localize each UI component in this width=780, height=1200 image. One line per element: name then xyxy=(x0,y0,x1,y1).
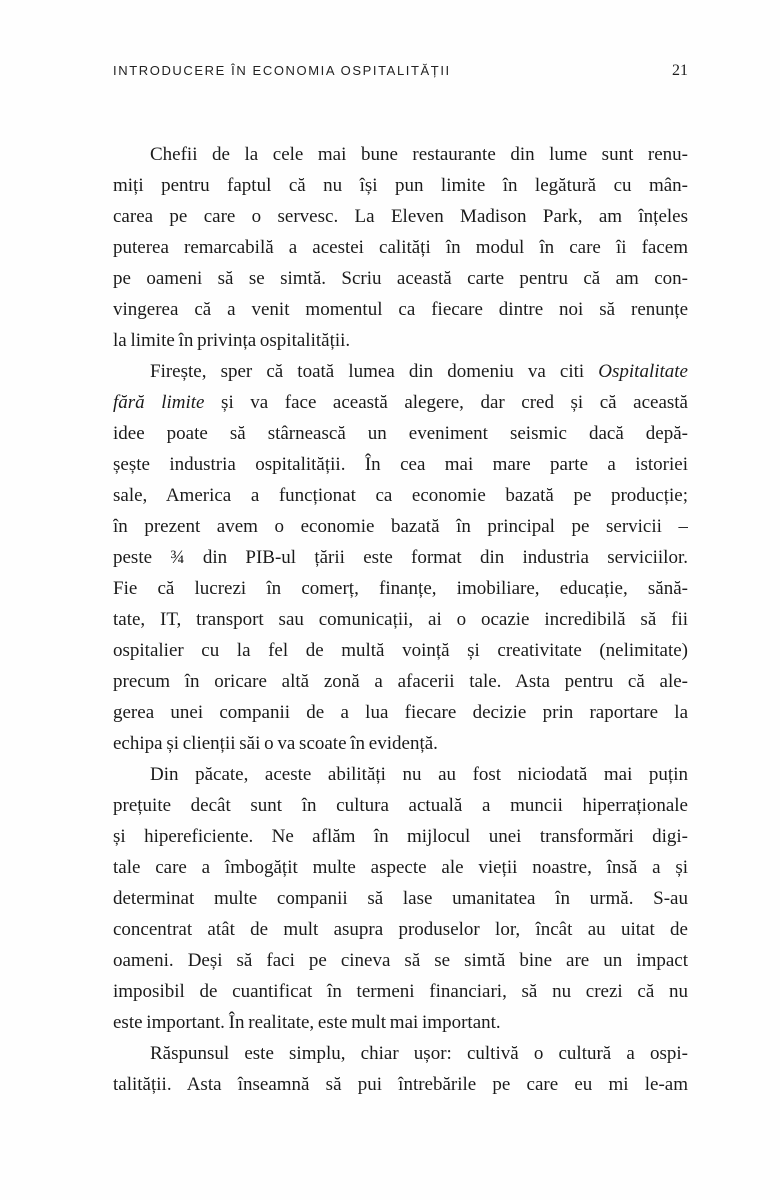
text-segment: tate, IT, transport sau comunicații, ai o ocazie incredibilă să fii xyxy=(113,609,688,630)
text-segment: la limite în privința ospitalității. xyxy=(113,330,351,351)
text-line xyxy=(113,294,688,325)
text-segment: idee poate să stârnească un eveniment seismic dacă depă- xyxy=(113,423,688,444)
text-line xyxy=(113,232,688,263)
text-line xyxy=(113,759,688,790)
text-segment: vingerea că a venit momentul ca fiecare dintre noi să renunțe xyxy=(113,299,688,320)
text-segment: talității. Asta înseamnă să pui întrebările pe care eu mi le-am xyxy=(113,1074,688,1095)
text-segment: prețuite decât sunt în cultura actuală a muncii hiperraționale xyxy=(113,795,688,816)
text-line xyxy=(113,1007,688,1038)
text-segment: pe oameni să se simtă. Scriu această carte pentru că am con- xyxy=(113,268,688,289)
text-segment: Chefii de la cele mai bune restaurante din lume sunt renu- xyxy=(150,144,688,165)
text-segment: oameni. Deși să faci pe cineva să se simtă bine are un impact xyxy=(113,950,688,971)
text-line xyxy=(113,883,688,914)
text-segment: Fie că lucrezi în comerț, finanțe, imobiliare, educație, sănă- xyxy=(113,578,688,599)
text-line xyxy=(113,790,688,821)
body-text xyxy=(113,139,688,1100)
text-segment: puterea remarcabilă a acestei calități în modul în care îi facem xyxy=(113,237,688,258)
text-line xyxy=(113,449,688,480)
page-header xyxy=(113,62,688,80)
text-line xyxy=(113,604,688,635)
italic-text: fără limite xyxy=(113,392,205,413)
text-line xyxy=(113,356,688,387)
paragraph xyxy=(113,1038,688,1100)
text-line xyxy=(113,387,688,418)
text-segment: peste ¾ din PIB-ul țării este format din industria serviciilor. xyxy=(113,547,688,568)
text-line xyxy=(113,666,688,697)
text-segment: carea pe care o servesc. La Eleven Madison Park, am înțeles xyxy=(113,206,688,227)
text-segment: și va face această alegere, dar cred și că această xyxy=(204,392,688,413)
text-segment: Firește, sper că toată lumea din domeniu va citi xyxy=(150,361,599,382)
text-line xyxy=(113,945,688,976)
paragraph xyxy=(113,139,688,356)
text-line xyxy=(113,821,688,852)
text-segment: șește industria ospitalității. În cea mai mare parte a istoriei xyxy=(113,454,688,475)
text-segment: echipa și clienții săi o va scoate în evidență. xyxy=(113,733,438,754)
text-line xyxy=(113,263,688,294)
page-number: 21 xyxy=(672,62,688,79)
text-segment: tale care a îmbogățit multe aspecte ale vieții noastre, însă a și xyxy=(113,857,688,878)
text-line xyxy=(113,635,688,666)
text-segment: miți pentru faptul că nu își pun limite în legătură cu mân- xyxy=(113,175,688,196)
text-line xyxy=(113,728,688,759)
text-segment: Răspunsul este simplu, chiar ușor: cultivă o cultură a ospi- xyxy=(150,1043,688,1064)
text-line xyxy=(113,201,688,232)
text-segment: precum în oricare altă zonă a afacerii tale. Asta pentru că ale- xyxy=(113,671,688,692)
text-line xyxy=(113,914,688,945)
text-segment: este important. În realitate, este mult mai important. xyxy=(113,1012,501,1033)
text-line xyxy=(113,511,688,542)
text-line xyxy=(113,697,688,728)
text-segment: determinat multe companii să lase umanitatea în urmă. S-au xyxy=(113,888,688,909)
paragraph xyxy=(113,759,688,1038)
text-segment: ospitalier cu la fel de multă voință și creativitate (nelimitate) xyxy=(113,640,688,661)
text-line xyxy=(113,170,688,201)
text-segment: în prezent avem o economie bazată în principal pe servicii – xyxy=(113,516,688,537)
running-title: INTRODUCERE ÎN ECONOMIA OSPITALITĂȚII xyxy=(113,63,451,78)
paragraph xyxy=(113,356,688,759)
text-segment: sale, America a funcționat ca economie bazată pe producție; xyxy=(113,485,688,506)
text-line xyxy=(113,1069,688,1100)
text-line xyxy=(113,1038,688,1069)
text-segment: Din păcate, aceste abilități nu au fost niciodată mai puțin xyxy=(150,764,688,785)
text-line xyxy=(113,418,688,449)
text-segment: imposibil de cuantificat în termeni financiari, să nu crezi că nu xyxy=(113,981,688,1002)
text-line xyxy=(113,139,688,170)
text-line xyxy=(113,325,688,356)
italic-text: Ospitalitate xyxy=(598,361,688,382)
text-segment: concentrat atât de mult asupra produselor lor, încât au uitat de xyxy=(113,919,688,940)
text-segment: gerea unei companii de a lua fiecare decizie prin raportare la xyxy=(113,702,688,723)
text-line xyxy=(113,480,688,511)
text-line xyxy=(113,542,688,573)
text-segment: și hipereficiente. Ne aflăm în mijlocul unei transformări digi- xyxy=(113,826,688,847)
text-line xyxy=(113,852,688,883)
text-line xyxy=(113,976,688,1007)
text-line xyxy=(113,573,688,604)
